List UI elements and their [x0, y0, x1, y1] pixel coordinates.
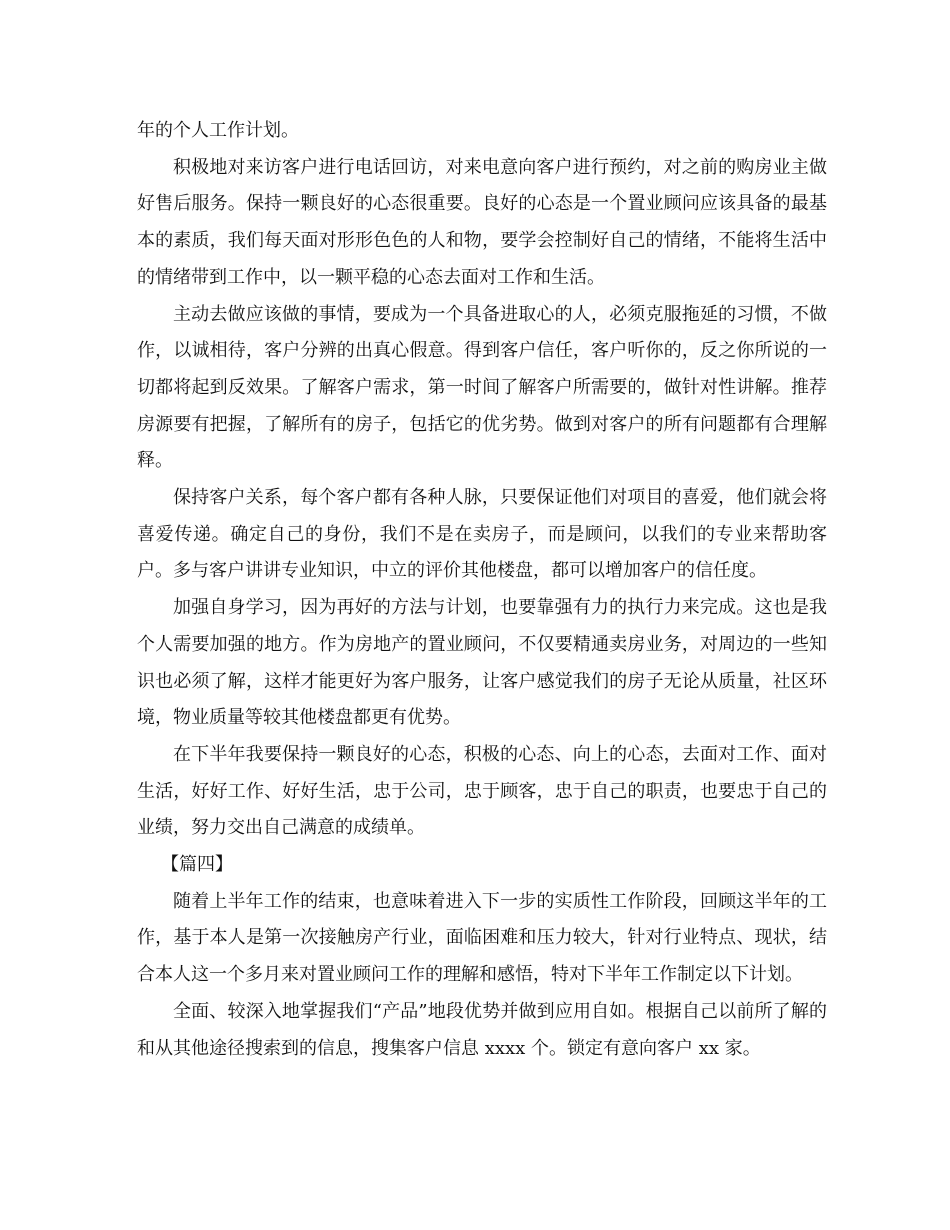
- paragraph-product: 全面、较深入地掌握我们“产品”地段优势并做到应用自如。根据自己以前所了解的和从其他途径搜索到的信息，搜集客户信息 xxxx 个。锁定有意向客户 xx 家。: [137, 1000, 827, 1059]
- paragraph-review: 随着上半年工作的结束，也意味着进入下一步的实质性工作阶段，回顾这半年的工作，基于本人是第一次接触房产行业，面临困难和压力较大，针对行业特点、现状，结合本人这一个多月来对置业顾问工作的理解和感悟，特对下半年工作制定以下计划。: [137, 890, 827, 986]
- document-body: [137, 113, 827, 1067]
- paragraph-relationships: 保持客户关系，每个客户都有各种人脉，只要保证他们对项目的喜爱，他们就会将喜爱传递。确定自己的身份，我们不是在卖房子，而是顾问，以我们的专业来帮助客户。多与客户讲讲专业知识，中立的评价其他楼盘，都可以增加客户的信任度。: [137, 487, 827, 582]
- paragraph-follow-up: 积极地对来访客户进行电话回访，对来电意向客户进行预约，对之前的购房业主做好售后服务。保持一颗良好的心态很重要。良好的心态是一个置业顾问应该具备的最基本的素质，我们每天面对形形色色的人和物，要学会控制好自己的情绪，不能将生活中的情绪带到工作中，以一颗平稳的心态去面对工作和生活。: [137, 156, 827, 288]
- paragraph-learning: 加强自身学习，因为再好的方法与计划，也要靠强有力的执行力来完成。这也是我个人需要加强的地方。作为房地产的置业顾问，不仅要精通卖房业务，对周边的一些知识也必须了解，这样才能更好为客户服务，让客户感觉我们的房子无论从质量，社区环境，物业质量等较其他楼盘都更有优势。: [137, 597, 827, 729]
- paragraph-attitude: 在下半年我要保持一颗良好的心态，积极的心态、向上的心态，去面对工作、面对生活，好好工作、好好生活，忠于公司，忠于顾客，忠于自己的职责，也要忠于自己的业绩，努力交出自己满意的成绩单。: [137, 743, 827, 839]
- section-heading: 【篇四】: [161, 854, 233, 876]
- paragraph-continuation: 年的个人工作计划。: [137, 120, 299, 141]
- paragraph-initiative: 主动去做应该做的事情，要成为一个具备进取心的人，必须克服拖延的习惯，不做作，以诚相待，客户分辨的出真心假意。得到客户信任，客户听你的，反之你所说的一切都将起到反效果。了解客户需求，第一时间了解客户所需要的，做针对性讲解。推荐房源要有把握，了解所有的房子，包括它的优劣势。做到对客户的所有问题都有合理解释。: [137, 303, 827, 472]
